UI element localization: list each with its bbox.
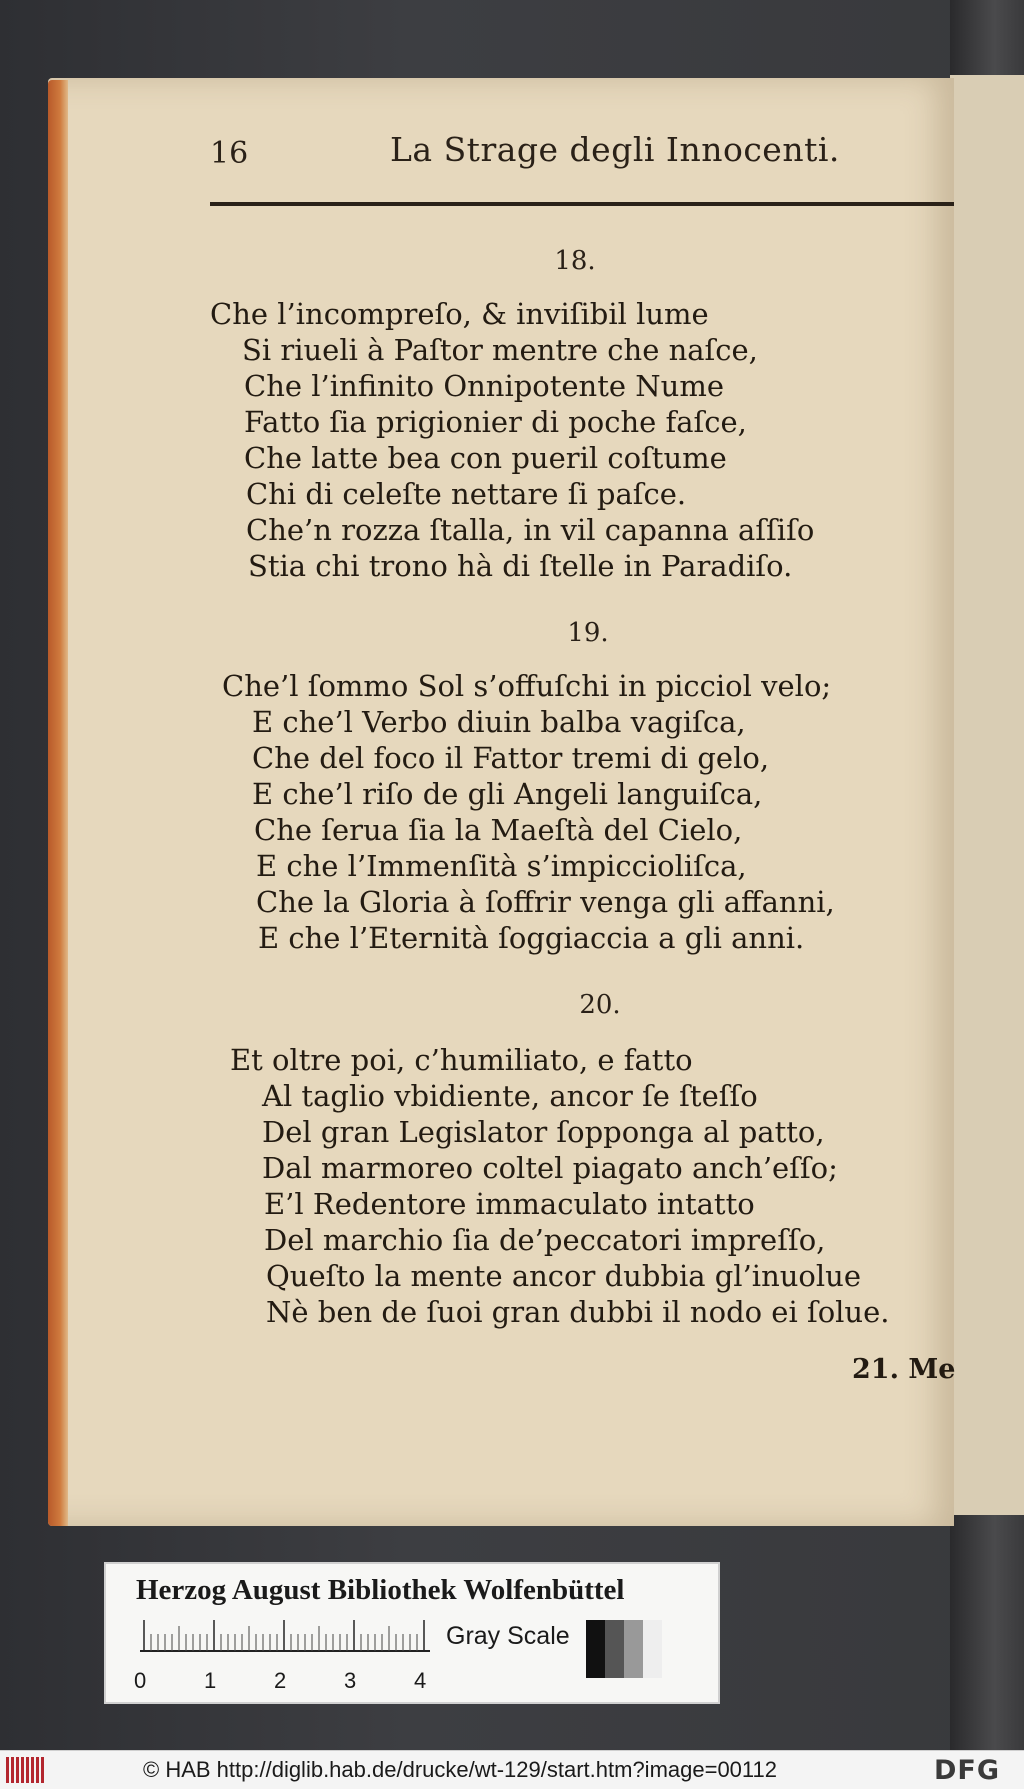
catchword: 21. Me — [852, 1354, 956, 1385]
verse-line: Che del foco il Fattor tremi di gelo, — [252, 741, 770, 775]
ruler-label: 3 — [344, 1668, 357, 1693]
verse-line: Che la Gloria à ſoffrir venga gli affanni, — [256, 885, 835, 919]
scale-card — [104, 1562, 720, 1704]
footer-bar — [0, 1750, 1024, 1789]
verse-line: Si riueli à Paſtor mentre che naſce, — [242, 333, 758, 367]
ruler-label: 0 — [134, 1668, 147, 1693]
library-name: Herzog August Bibliothek Wolfenbüttel — [136, 1574, 625, 1606]
stanza-number: 19. — [567, 618, 609, 648]
facing-page-edge — [950, 75, 1024, 1515]
hab-logo-icon — [6, 1757, 48, 1783]
stanza-number: 18. — [554, 246, 596, 276]
page-edge-gilt — [48, 80, 68, 1526]
verse-line: Del gran Legislator ſopponga al patto, — [262, 1115, 825, 1149]
header-rule — [210, 202, 954, 206]
verse-line: Che’l ſommo Sol s’offuſchi in picciol velo; — [222, 669, 832, 703]
verse-line: Fatto ſia prigionier di poche faſce, — [244, 405, 747, 439]
verse-line: Che’n rozza ſtalla, in vil capanna aſſiſo — [246, 513, 815, 547]
verse-line: E che’l Verbo diuin balba vagiſca, — [252, 705, 746, 739]
verse-line: Del marchio ſia de’peccatori impreſſo, — [264, 1223, 826, 1257]
verse-line: E che l’Eternità ſoggiaccia a gli anni. — [258, 921, 805, 955]
ruler-scale — [140, 1620, 430, 1652]
verse-line: Queſto la mente ancor dubbia gl’inuolue — [266, 1259, 861, 1293]
ruler-label: 2 — [274, 1668, 287, 1693]
copyright-url[interactable]: © HAB http://diglib.hab.de/drucke/wt-129/start.htm?image=00112 — [143, 1757, 777, 1782]
ruler-label: 1 — [204, 1668, 217, 1693]
page-number: 16 — [210, 136, 249, 171]
dfg-logo: DFG — [934, 1755, 1001, 1786]
verse-line: Al taglio vbidiente, ancor ſe ſteſſo — [262, 1079, 758, 1113]
gray-scale-swatch — [586, 1620, 662, 1678]
verse-line: Nè ben de ſuoi gran dubbi il nodo ei ſolue. — [266, 1295, 890, 1329]
verse-line: Che ſerua ſia la Maeſtà del Cielo, — [254, 813, 743, 847]
verse-line: E che’l riſo de gli Angeli languiſca, — [252, 777, 763, 811]
gray-scale-label: Gray Scale — [446, 1622, 570, 1650]
verse-line: E che l’Immenſità s’impiccioliſca, — [256, 849, 747, 883]
verse-line: E’l Redentore immaculato intatto — [264, 1187, 755, 1221]
verse-line: Che latte bea con pueril coſtume — [244, 441, 727, 475]
ruler-label: 4 — [414, 1668, 427, 1693]
running-title: La Strage degli Innocenti. — [390, 130, 840, 169]
verse-line: Che l’incompreſo, & inviſibil lume — [210, 297, 709, 331]
verse-line: Et oltre poi, c’humiliato, e fatto — [230, 1043, 693, 1077]
verse-line: Stia chi trono hà di ſtelle in Paradiſo. — [248, 549, 793, 583]
stanza-number: 20. — [579, 990, 621, 1020]
verse-line: Che l’infinito Onnipotente Nume — [244, 369, 724, 403]
verse-line: Dal marmoreo coltel piagato anch’eſſo; — [262, 1151, 838, 1185]
verse-line: Chi di celeſte nettare ſi paſce. — [246, 477, 687, 511]
